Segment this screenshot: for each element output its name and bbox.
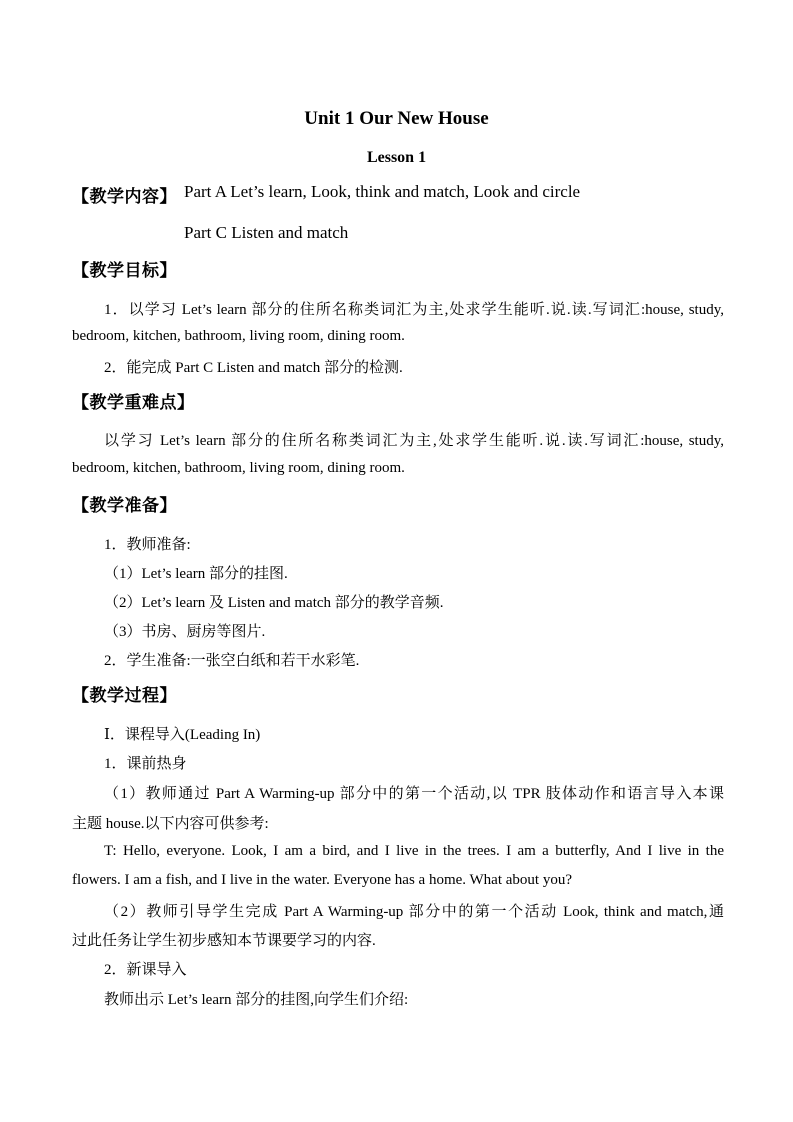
page-title: Unit 1 Our New House: [304, 108, 489, 129]
preparation-heading: 【教学准备】: [72, 496, 177, 515]
process-heading: 【教学过程】: [72, 686, 177, 705]
lesson-subtitle: Lesson 1: [366, 149, 427, 166]
content-line-2: Part C Listen and match: [184, 223, 349, 242]
teacher-prep-item-1: （1）Let’s learn 部分的挂图.: [104, 566, 288, 582]
objectives-heading: 【教学目标】: [72, 261, 177, 280]
section-leading-in: Ⅰ．课程导入(Leading In): [104, 727, 261, 743]
dialog-line-1: T: Hello, everyone. Look, I am a bird, and I live in the trees. I am a butterfly, And I live in the: [104, 843, 724, 859]
key-points-heading: 【教学重难点】: [72, 393, 195, 412]
warmup-para-2-line-1: （2）教师引导学生完成 Part A Warming-up 部分中的第一个活动 Look, think and match,通: [104, 904, 724, 920]
content-line-1: Part A Let’s learn, Look, think and match, Look and circle: [184, 182, 581, 201]
warmup-para-1-line-2: 主题 house.以下内容可供参考:: [72, 816, 269, 832]
new-lesson-subheading: 2．新课导入: [104, 962, 187, 978]
warmup-para-2-line-2: 过此任务让学生初步感知本节课要学习的内容.: [72, 933, 376, 949]
new-lesson-para: 教师出示 Let’s learn 部分的挂图,向学生们介绍:: [104, 992, 409, 1008]
teacher-preparation: 1．教师准备:: [104, 537, 191, 553]
objective-item-2: 2．能完成 Part C Listen and match 部分的检测.: [104, 360, 403, 376]
key-points-line-2: bedroom, kitchen, bathroom, living room, dining room.: [72, 460, 405, 476]
objective-item-1-line-1: 1．以学习 Let’s learn 部分的住所名称类词汇为主,处求学生能听.说.读.写词汇:house, study,: [104, 302, 724, 318]
teacher-prep-item-2: （2）Let’s learn 及 Listen and match 部分的教学音频.: [104, 595, 444, 611]
warmup-para-1-line-1: （1）教师通过 Part A Warming-up 部分中的第一个活动,以 TPR 肢体动作和语言导入本课: [104, 786, 724, 802]
dialog-line-2: flowers. I am a fish, and I live in the water. Everyone has a home. What about you?: [72, 872, 572, 888]
objective-item-1-line-2: bedroom, kitchen, bathroom, living room, dining room.: [72, 328, 405, 344]
key-points-line-1: 以学习 Let’s learn 部分的住所名称类词汇为主,处求学生能听.说.读.写词汇:house, study,: [104, 433, 724, 449]
teacher-prep-item-3: （3）书房、厨房等图片.: [104, 624, 266, 640]
content-heading: 【教学内容】: [72, 187, 177, 206]
student-preparation: 2．学生准备:一张空白纸和若干水彩笔.: [104, 653, 360, 669]
warmup-subheading: 1．课前热身: [104, 756, 187, 772]
